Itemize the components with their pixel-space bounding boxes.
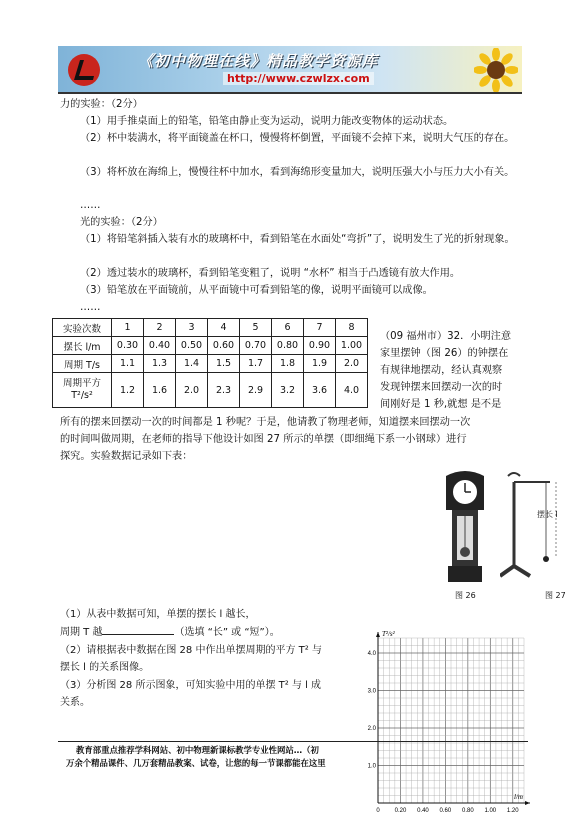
table-cell: 3.2 xyxy=(272,373,304,408)
question-1-suffix: （选填 “长” 或 “短”）。 xyxy=(174,627,280,638)
problem-line-1: 所有的摆来回摆动一次的时间都是 1 秒呢？于是，他请教了物理老师，知道摆来回摆动一次 xyxy=(60,417,471,428)
table-header-row xyxy=(53,319,368,337)
table-cell: 0.90 xyxy=(304,337,336,355)
fig27-caption: 图 27 xyxy=(545,591,566,600)
data-table xyxy=(52,318,368,408)
light-heading: 光的实验：（2分） xyxy=(80,217,163,228)
table-cell: 1.00 xyxy=(336,337,368,355)
fig26-caption: 图 26 xyxy=(455,591,476,600)
footer-line-1: 教育部重点推荐学科网站、初中物理新课标教学专业性网站…（初 xyxy=(76,745,319,755)
table-row xyxy=(53,337,368,355)
table-cell: 0.70 xyxy=(240,337,272,355)
table-cell: 1.6 xyxy=(144,373,176,408)
problem-line-2: 的时间叫做周期，在老师的指导下他设计如图 27 所示的单摆（即细绳下系一小钢球）进行 xyxy=(60,434,467,445)
question-2-line-b: 摆长 l 的关系图像。 xyxy=(60,662,150,673)
light-item-3: （3）铅笔放在平面镜前，从平面镜中可看到铅笔的像，说明平面镜可以成像。 xyxy=(80,285,433,296)
simple-pendulum-figure xyxy=(500,468,560,582)
table-row-label: 摆长 l/m xyxy=(53,337,112,355)
x-axis-arrow-icon xyxy=(525,801,530,805)
table-cell: 0.30 xyxy=(112,337,144,355)
table-col: 4 xyxy=(208,319,240,337)
table-col: 3 xyxy=(176,319,208,337)
x-tick-label: 1.20 xyxy=(506,808,519,814)
table-cell: 0.60 xyxy=(208,337,240,355)
question-1-line-a: （1）从表中数据可知，单摆的摆长 l 越长， xyxy=(60,609,256,620)
question-2-line-a: （2）请根据表中数据在图 28 中作出单摆周期的平方 T² 与 xyxy=(60,645,322,656)
table-cell: 2.0 xyxy=(176,373,208,408)
sunflower-icon xyxy=(474,48,518,92)
y-axis-arrow-icon xyxy=(376,632,380,637)
table-cell: 4.0 xyxy=(336,373,368,408)
table-cell: 3.6 xyxy=(304,373,336,408)
table-cell: 1.5 xyxy=(208,355,240,373)
table-cell: 0.80 xyxy=(272,337,304,355)
site-logo-icon xyxy=(66,52,102,88)
table-header-label: 实验次数 xyxy=(53,319,112,337)
problem-side-line-4: 发现钟摆来回摆动一次的时 xyxy=(380,382,503,393)
table-cell: 1.8 xyxy=(272,355,304,373)
x-tick-label: 0.60 xyxy=(439,808,452,814)
table-row-label-line1: 周期平方 xyxy=(62,378,101,389)
table-cell: 1.3 xyxy=(144,355,176,373)
table-cell: 1.9 xyxy=(304,355,336,373)
x-tick-label: 1.00 xyxy=(484,808,497,814)
light-item-2: （2）透过装水的玻璃杯，看到铅笔变粗了，说明 “水杯” 相当于凸透镜有放大作用。 xyxy=(80,268,461,279)
table-row-label: 周期 T/s xyxy=(53,355,112,373)
table-cell: 1.2 xyxy=(112,373,144,408)
x-tick-label: 0.20 xyxy=(394,808,407,814)
force-ellipsis: …… xyxy=(80,200,101,211)
table-col: 5 xyxy=(240,319,272,337)
problem-side-line-2: 家里摆钟（图 26）的钟摆在 xyxy=(380,348,509,359)
table-cell: 2.3 xyxy=(208,373,240,408)
force-item-3: （3）将杯放在海绵上，慢慢往杯中加水，看到海绵形变量加大，说明压强大小与压力大小有关。 xyxy=(80,167,515,178)
y-axis-label: T²/s² xyxy=(382,630,395,638)
problem-side-line-5: 间刚好是 1 秒,就想 是不是 xyxy=(380,399,502,410)
table-cell: 1.7 xyxy=(240,355,272,373)
table-cell: 0.50 xyxy=(176,337,208,355)
x-tick-label: 0.80 xyxy=(462,808,474,814)
header-banner xyxy=(58,46,522,94)
table-cell: 2.0 xyxy=(336,355,368,373)
table-row xyxy=(53,355,368,373)
answer-blank-1[interactable] xyxy=(102,624,174,635)
footer xyxy=(58,741,528,770)
x-tick-label: 0.40 xyxy=(417,808,429,814)
table-col: 2 xyxy=(144,319,176,337)
question-1-prefix: 周期 T 越 xyxy=(60,627,103,638)
fig27-length-label: 摆长 l xyxy=(537,510,558,519)
problem-line-3: 探究。实验数据记录如下表： xyxy=(60,451,193,462)
force-item-2: （2）杯中装满水，将平面镜盖在杯口，慢慢将杯倒置，平面镜不会掉下来，说明大气压的存在。 xyxy=(80,133,515,144)
y-tick-label: 2.0 xyxy=(367,726,376,732)
table-cell: 2.9 xyxy=(240,373,272,408)
table-col: 1 xyxy=(112,319,144,337)
y-tick-label: 4.0 xyxy=(367,651,376,657)
y-tick-label: 1.0 xyxy=(367,763,376,770)
question-3-line-b: 关系。 xyxy=(60,697,90,708)
y-tick-label: 3.0 xyxy=(367,688,376,695)
table-cell: 1.1 xyxy=(112,355,144,373)
table-cell: 0.40 xyxy=(144,337,176,355)
light-ellipsis: …… xyxy=(80,302,101,313)
table-row-label xyxy=(53,373,112,408)
light-item-1: （1）将铅笔斜插入装有水的玻璃杯中，看到铅笔在水面处“弯折”了，说明发生了光的折射现象。 xyxy=(80,234,515,245)
table-row-label-line2: T²/s² xyxy=(71,390,93,401)
x-axis-label: l/m xyxy=(514,793,523,801)
question-3-line-a: （3）分析图 28 所示图象，可知实验中用的单摆 T² 与 l 成 xyxy=(60,680,322,691)
force-heading: 力的实验：（2分） xyxy=(60,99,143,110)
question-1-line-b xyxy=(60,624,280,641)
banner-url[interactable]: http://www.czwlzx.com xyxy=(223,72,374,85)
banner-title: 《初中物理在线》精品教学资源库 xyxy=(138,52,379,70)
table-col: 7 xyxy=(304,319,336,337)
t2-vs-length-grid-chart xyxy=(362,610,534,815)
footer-line-2: 万余个精品课件、几万套精品教案、试卷，让您的每一节课都能在这里 xyxy=(66,758,326,768)
table-col: 6 xyxy=(272,319,304,337)
pendulum-clock-figure xyxy=(440,470,490,584)
table-row xyxy=(53,373,368,408)
x-tick-label: 0 xyxy=(376,808,380,814)
force-item-1: （1）用手推桌面上的铅笔，铅笔由静止变为运动，说明力能改变物体的运动状态。 xyxy=(80,116,454,127)
table-col: 8 xyxy=(336,319,368,337)
table-cell: 1.4 xyxy=(176,355,208,373)
problem-side-line-3: 有规律地摆动，经认真观察 xyxy=(380,365,503,376)
problem-side-line-1: （09 福州市）32．小明注意 xyxy=(380,331,512,342)
